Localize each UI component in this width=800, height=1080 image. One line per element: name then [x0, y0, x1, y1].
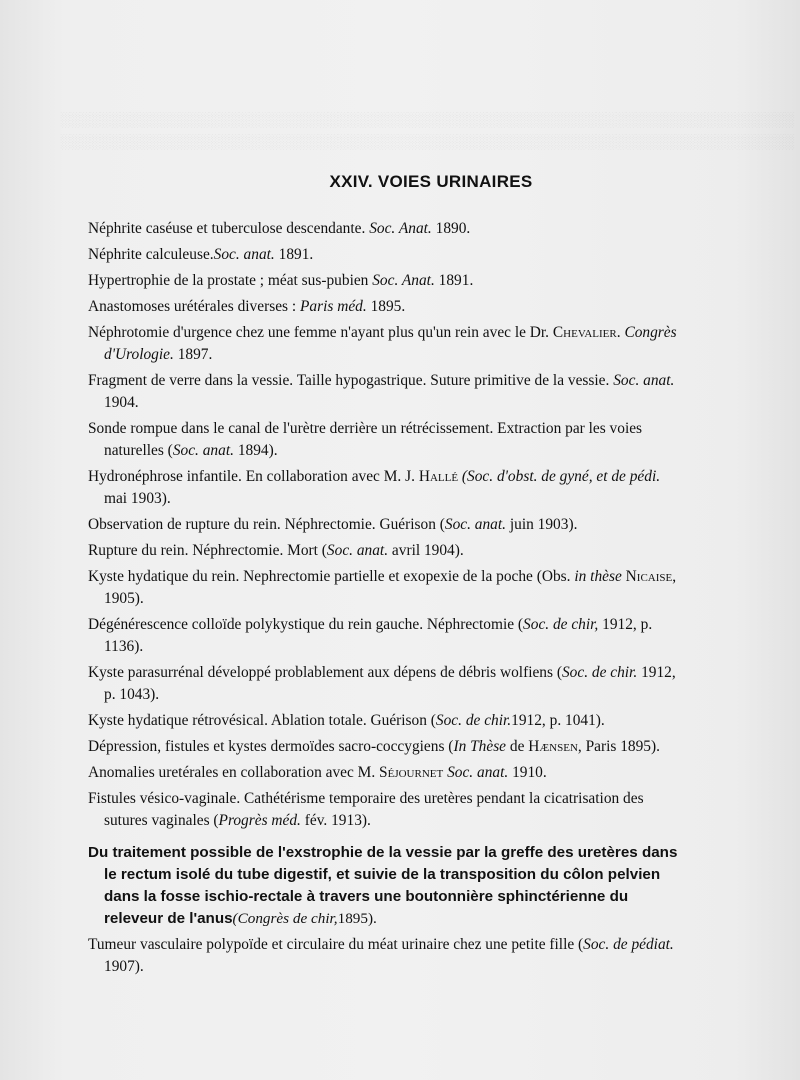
featured-list-item: Du traitement possible de l'exstrophie de la vessie par la greffe des uretères dans le rectum isolé du tube digestif, et suivie de la transposition du côlon pelvien dans la fosse ischio-rectale à travers une boutonnière sphinctérienne du releveur de l'anus(Congrès de chir,1895).	[88, 844, 678, 927]
list-item: Kyste hydatique du rein. Nephrectomie partielle et exopexie de la poche (Obs. in thèse Nicaise, 1905).	[88, 568, 677, 607]
list-item: Tumeur vasculaire polypoïde et circulaire du méat urinaire chez une petite fille (Soc. de pédiat. 1907).	[88, 936, 674, 975]
list-item: Hypertrophie de la prostate ; méat sus-pubien Soc. Anat. 1891.	[88, 272, 474, 289]
list-item: Néphrite calculeuse.Soc. anat. 1891.	[88, 246, 314, 263]
list-item: Kyste parasurrénal développé problablement aux dépens de débris wolfiens (Soc. de chir. 1912, p. 1043).	[88, 664, 676, 703]
list-item: Fistules vésico-vaginale. Cathétérisme temporaire des uretères pendant la cicatrisation des sutures vaginales (Progrès méd. fév. 1913).	[88, 790, 644, 829]
list-item: Anastomoses urétérales diverses : Paris méd. 1895.	[88, 298, 406, 315]
section-heading: XXIV. VOIES URINAIRES	[329, 172, 533, 191]
bleed-through-decoration: ░░░░░░░░░░░░░░░░░░░░░░░░░░░░░░░░░░░░░░░░░░░░░░░░░░░░░░░░░░░░░░░░░░░░░░░░░░ ░░░░░░░░░░░░░░░░░░░░░░░░░░░░░░░░░░░░░░░░░░░░░░░░░░░░░░░░░░░░░░░░░░░░░░░░░░	[60, 113, 795, 150]
bibliography-list	[88, 218, 684, 982]
list-item: Néphrotomie d'urgence chez une femme n'ayant plus qu'un rein avec le Dr. Chevalier. Congrès d'Urologie. 1897.	[88, 324, 677, 363]
list-item: Kyste hydatique rétrovésical. Ablation totale. Guérison (Soc. de chir.1912, p. 1041).	[88, 712, 605, 729]
list-item: Observation de rupture du rein. Néphrectomie. Guérison (Soc. anat. juin 1903).	[88, 516, 578, 533]
list-item: Fragment de verre dans la vessie. Taille hypogastrique. Suture primitive de la vessie. Soc. anat. 1904.	[88, 372, 675, 411]
list-item: Anomalies uretérales en collaboration avec M. Séjournet Soc. anat. 1910.	[88, 764, 547, 781]
list-item: Sonde rompue dans le canal de l'urètre derrière un rétrécissement. Extraction par les voies naturelles (Soc. anat. 1894).	[88, 420, 643, 459]
list-item: Dégénérescence colloïde polykystique du rein gauche. Néphrectomie (Soc. de chir, 1912, p. 1136).	[88, 616, 653, 655]
list-item: Néphrite caséuse et tuberculose descendante. Soc. Anat. 1890.	[88, 220, 471, 237]
list-item: Rupture du rein. Néphrectomie. Mort (Soc. anat. avril 1904).	[88, 542, 464, 559]
list-item: Hydronéphrose infantile. En collaboration avec M. J. Hallé (Soc. d'obst. de gyné, et de pédi. mai 1903).	[88, 468, 661, 507]
list-item: Dépression, fistules et kystes dermoïdes sacro-coccygiens (In Thèse de Hænsen, Paris 1895).	[88, 738, 660, 755]
